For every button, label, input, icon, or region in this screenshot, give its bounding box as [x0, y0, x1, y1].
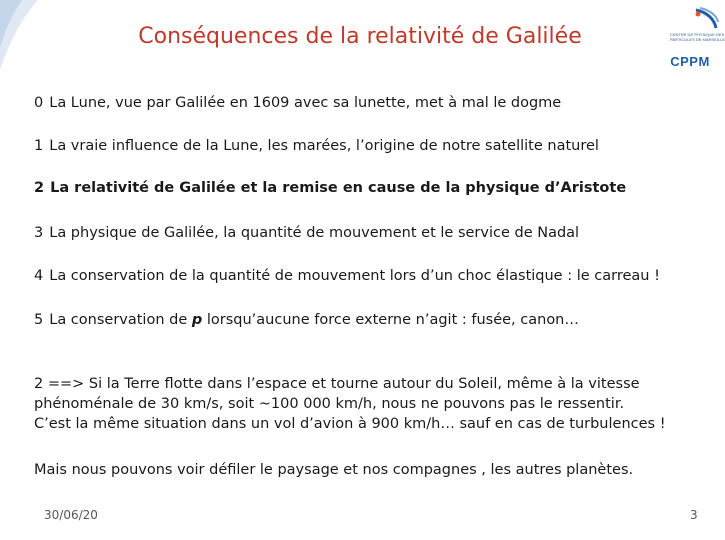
- outline-item-text: La vraie influence de la Lune, les marées, l’origine de notre satellite naturel: [49, 138, 599, 154]
- momentum-symbol: p: [191, 312, 203, 328]
- outline-item-number: 3: [34, 225, 44, 241]
- outline-item-text: La Lune, vue par Galilée en 1609 avec sa lunette, met à mal le dogme: [49, 95, 562, 111]
- outline-item-number: 1: [34, 138, 44, 154]
- explanation-line: 2 ==> Si la Terre flotte dans l’espace et tourne autour du Soleil, même à la vitesse: [34, 376, 640, 392]
- outline-item-text-after: lorsqu’aucune force externe n’agit : fusée, canon…: [202, 312, 579, 328]
- outline-item-2: [34, 180, 626, 196]
- outline-item-5: [34, 312, 579, 328]
- outline-item-text: La conservation de la quantité de mouvement lors d’un choc élastique : le carreau !: [49, 268, 660, 284]
- outline-item-number: 0: [34, 95, 44, 111]
- outline-item-text-before: La conservation de: [49, 312, 192, 328]
- page-number: 3: [690, 508, 698, 522]
- footer-date: 30/06/20: [44, 508, 98, 522]
- outline-item-number: 2: [34, 180, 45, 196]
- cppm-logo-subtitle: CENTRE DE PHYSIQUE DES PARTICULES DE MARSEILLE: [670, 32, 725, 42]
- outline-item-4: [34, 268, 660, 284]
- cppm-logo-text: CPPM: [670, 54, 710, 69]
- outline-item-3: [34, 225, 579, 241]
- conclusion-line: Mais nous pouvons voir défiler le paysage et nos compagnes , les autres planètes.: [34, 462, 634, 478]
- outline-item-text: La relativité de Galilée et la remise en cause de la physique d’Aristote: [50, 180, 627, 196]
- conclusion-paragraph: [34, 460, 633, 480]
- page-title: Conséquences de la relativité de Galilée: [138, 24, 582, 49]
- outline-item-0: [34, 95, 561, 111]
- cppm-logo: [662, 8, 725, 69]
- outline-item-text: La physique de Galilée, la quantité de mouvement et le service de Nadal: [49, 225, 580, 241]
- explanation-paragraph: [34, 374, 666, 434]
- explanation-line: phénoménale de 30 km/s, soit ~100 000 km/h, nous ne pouvons pas le ressentir.: [34, 396, 625, 412]
- outline-item-number: 4: [34, 268, 44, 284]
- outline-item-1: [34, 138, 599, 154]
- outline-item-number: 5: [34, 312, 44, 328]
- explanation-line: C’est la même situation dans un vol d’avion à 900 km/h… sauf en cas de turbulences !: [34, 416, 666, 432]
